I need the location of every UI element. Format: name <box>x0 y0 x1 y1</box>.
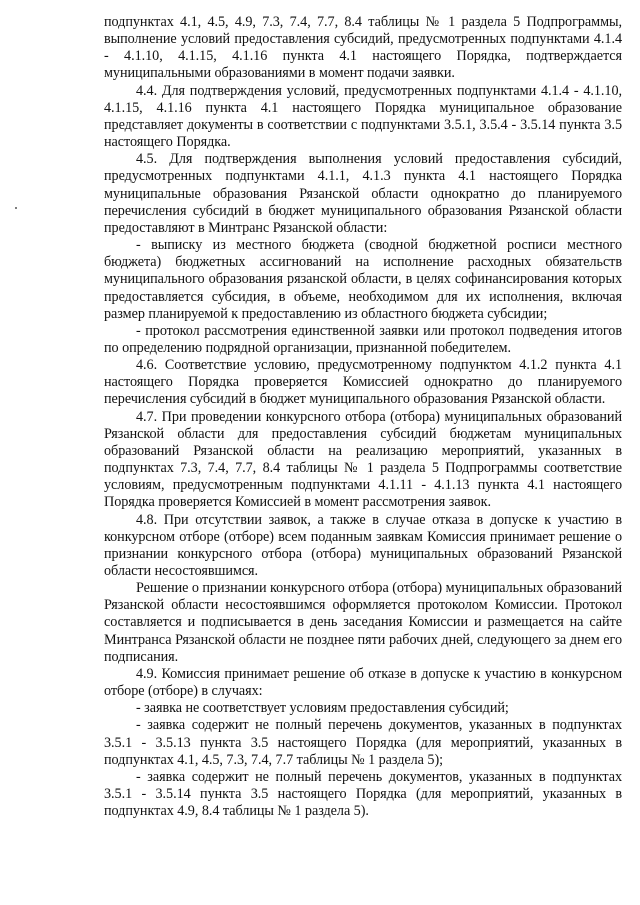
list-item-conditions: - заявка не соответствует условиям предоставления субсидий; <box>136 700 509 717</box>
paragraph-4-6: 4.6. Соответствие условию, предусмотренному подпунктом 4.1.2 пункта 4.1 настоящего Порядка проверяется Комиссией однократно до планируемого перечисления субсидий в бюджет муниципального образования Рязанской области. <box>104 357 622 408</box>
scan-speck <box>15 207 17 209</box>
document-page <box>104 14 622 820</box>
paragraph-4-5: 4.5. Для подтверждения выполнения условий предоставления субсидий, предусмотренных подпунктами 4.1.1, 4.1.3 пункта 4.1 настоящего Порядка муниципальные образования Рязанской области однократно до планируемого перечисления субсидий в бюджет муниципального образования Рязанской области предоставляют в Минтранс Рязанской области: <box>104 151 622 236</box>
list-item-documents-3-5-14: - заявка содержит не полный перечень документов, указанных в подпунктах 3.5.1 - 3.5.14 пункта 3.5 настоящего Порядка (для мероприятий, указанных в подпунктах 4.9, 8.4 таблицы № 1 раздела 5). <box>104 768 622 820</box>
paragraph-4-4: 4.4. Для подтверждения условий, предусмотренных подпунктами 4.1.4 - 4.1.10, 4.1.15, 4.1.16 пункта 4.1 настоящего Порядка муниципальное образование представляет документы в соответствии с подпунктами 3.5.1, 3.5.4 - 3.5.14 пункта 3.5 настоящего Порядка. <box>104 82 622 151</box>
paragraph-continuation: подпунктах 4.1, 4.5, 4.9, 7.3, 7.4, 7.7, 8.4 таблицы № 1 раздела 5 Подпрограммы, выполнение условий предоставления субсидий, предусмотренных подпунктами 4.1.4 - 4.1.10, 4.1.15, 4.1.16 пункта 4.1 настоящего Порядка, подтверждается муниципальными образованиями в момент подачи заявки. <box>104 14 622 82</box>
paragraph-decision: Решение о признании конкурсного отбора (отбора) муниципальных образований Рязанской области несостоявшимся оформляется протоколом Комиссии. Протокол составляется и подписывается в день заседания Комиссии и размещается на сайте Минтранса Рязанской области не позднее пяти рабочих дней, следующего за днем его подписания. <box>104 580 623 665</box>
paragraph-4-7: 4.7. При проведении конкурсного отбора (отбора) муниципальных образований Рязанской области для предоставления субсидий бюджетам муниципальных образований Рязанской области на реализацию мероприятий, указанных в подпунктах 7.3, 7.4, 7.7, 8.4 таблицы № 1 раздела 5 Подпрограммы соответствие условиям, предусмотренным подпунктами 4.1.11 - 4.1.13 пункта 4.1 настоящего Порядка проверяется Комиссией в момент рассмотрения заявок. <box>104 408 622 511</box>
list-item-documents-3-5-13: - заявка содержит не полный перечень документов, указанных в подпунктах 3.5.1 - 3.5.13 пункта 3.5 настоящего Порядка (для мероприятий, указанных в подпунктах 4.1, 4.5, 7.3, 7.4, 7.7 таблицы № 1 раздела 5); <box>104 717 622 768</box>
paragraph-4-9: 4.9. Комиссия принимает решение об отказе в допуске к участию в конкурсном отборе (отборе) в случаях: <box>104 665 622 700</box>
paragraph-4-8: 4.8. При отсутствии заявок, а также в случае отказа в допуске к участию в конкурсном отборе (отборе) всем поданным заявкам Комиссия принимает решение о признании конкурсного отбора (отбора) муниципальных образований Рязанской области несостоявшимся. <box>104 511 622 579</box>
list-item-budget-extract: - выписку из местного бюджета (сводной бюджетной росписи местного бюджета) бюджетных ассигнований на исполнение расходных обязательств муниципального образования рязанской области, в целях софинансирования которых предоставляется субсидия, в объеме, необходимом для их исполнения, включая размер планируемой к предоставлению из областного бюджета субсидии; <box>104 237 622 322</box>
list-item-protocol: - протокол рассмотрения единственной заявки или протокол подведения итогов по определению подрядной организации, признанной победителем. <box>104 322 622 356</box>
